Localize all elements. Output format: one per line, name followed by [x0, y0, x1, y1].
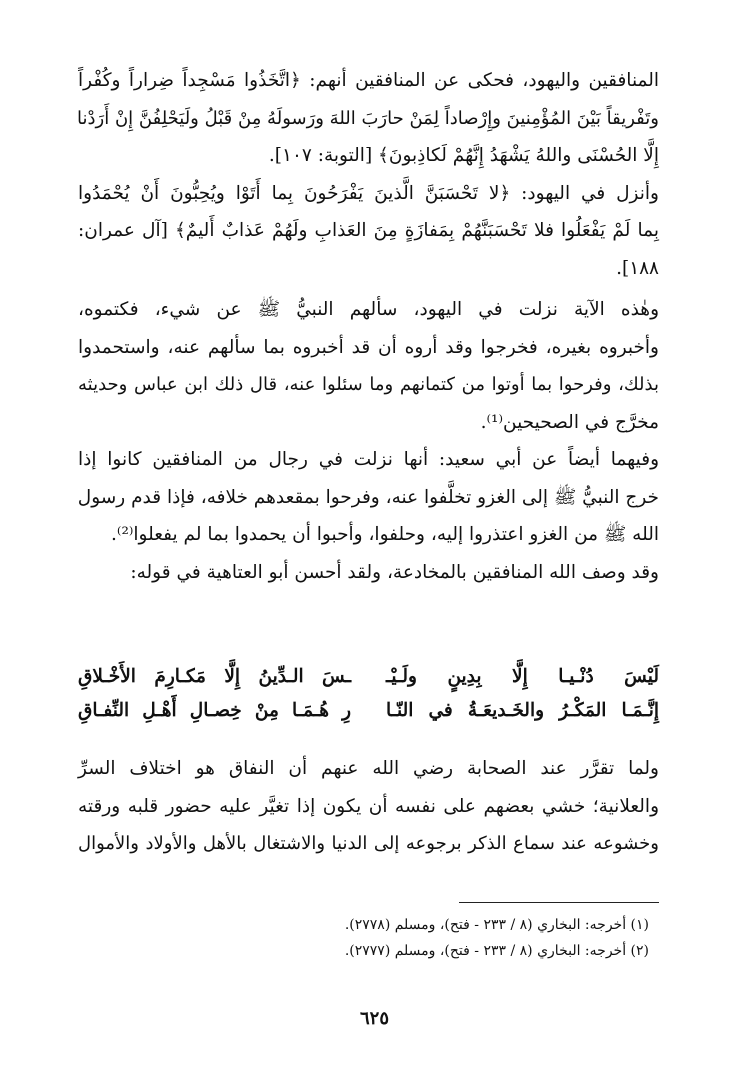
- poem-verse: [78, 694, 659, 728]
- paragraph: [78, 750, 659, 863]
- footnotes: [345, 912, 649, 964]
- footnote: (٢) أخرجه: البخاري (٨ / ٢٣٣ - فتح)، ومسلم (٢٧٧٧).: [344, 943, 649, 959]
- text-line: وخشوعه عند سماع الذكر برجوعه إلى الدنيا والاشتغال بالأهل والأولاد والأموال: [78, 833, 659, 854]
- footnote-divider: [459, 902, 659, 903]
- text-line: وتَفْريقاً بَيْنَ المُؤْمِنينَ وإِرْصاداً لِمَنْ حارَبَ اللهَ ورَسولَهُ مِنْ قَبْلُ ولَيَحْلِفُنَّ إِنْ أَرَدْنا: [77, 107, 659, 129]
- text-line: وأنزل في اليهود: ﴿لا تَحْسَبَنَّ الَّذينَ يَفْرَحُونَ بِما أَتَوْا ويُحِبُّونَ أَنْ يُحْمَدُوا: [78, 182, 659, 204]
- paragraph: [78, 175, 659, 288]
- text-line: الله ﷺ من الغزو اعتذروا إليه، وحلفوا، وأحبوا أن يحمدوا بما لم يفعلوا⁽²⁾.: [111, 524, 659, 545]
- paragraph: [78, 62, 659, 175]
- text-line: وهٰذه الآية نزلت في اليهود، سألهم النبيُّ ﷺ عن شيء، فكتموه،: [78, 299, 659, 320]
- paragraph: [78, 291, 659, 441]
- text-line: مخرَّج في الصحيحين⁽¹⁾.: [480, 411, 659, 433]
- text-line: إِلَّا الحُسْنَى واللهُ يَشْهَدُ إِنَّهُمْ لَكاذِبونَ﴾ [التوبة: ١٠٧].: [268, 145, 659, 166]
- poem: [78, 660, 659, 728]
- paragraph: [78, 441, 659, 554]
- poem-hemistich-first: إِنَّـمَـا المَكْـرُ والخَـديعَـةُ في النّـا: [385, 700, 659, 721]
- text-line: بذلك، وفرحوا بما أوتوا من كتمانهم وما سئلوا عنه، قال ذلك ابن عباس وحديثه: [78, 374, 659, 395]
- footnote: (١) أخرجه: البخاري (٨ / ٢٣٣ - فتح)، ومسلم (٢٧٧٨).: [344, 917, 649, 933]
- text-line: بِما لَمْ يَفْعَلُوا فلا تَحْسَبَنَّهُمْ بِمَفازَةٍ مِنَ العَذابِ ولَهُمْ عَذابٌ أَليمٌ﴾ [آل عمران:: [78, 220, 659, 241]
- poem-verse: [78, 660, 659, 694]
- text-line: ولما تقرَّر عند الصحابة رضي الله عنهم أن النفاق هو اختلاف السرِّ: [78, 758, 659, 779]
- paragraph: [78, 554, 659, 592]
- text-line: المنافقين واليهود، فحكى عن المنافقين أنهم: ﴿اتَّخَذُوا مَسْجِداً ضِراراً وكُفْراً: [78, 70, 659, 91]
- text-line: وأخبروه بغيره، فخرجوا وقد أروه أن قد أخبروه بما سألهم عنه، واستحمدوا: [78, 336, 659, 358]
- text-line: ١٨٨].: [616, 257, 659, 279]
- text-line: وفيهما أيضاً عن أبي سعيد: أنها نزلت في رجال من المنافقين كانوا إذا: [78, 449, 659, 470]
- poem-hemistich-second: ـسَ الـدِّينُ إِلَّا مَكـارِمَ الأَخْـلاقِ: [78, 666, 352, 687]
- page-number: ٦٢٥: [359, 1008, 389, 1029]
- text-line: خرج النبيُّ ﷺ إلى الغزو تخلَّفوا عنه، وفرحوا بمقعدهم خلافه، فإذا قدم رسول: [77, 486, 659, 508]
- poem-hemistich-first: لَيْسَ دُنْـيـا إِلَّا بِدِينٍ ولَـيْـ: [385, 666, 659, 687]
- text-line: والعلانية؛ خشي بعضهم على نفسه أن يكون إذا تغيَّر عليه حضور قلبه ورقته: [78, 795, 659, 817]
- text-line: وقد وصف الله المنافقين بالمخادعة، ولقد أحسن أبو العتاهية في قوله:: [130, 561, 659, 583]
- main-text: [78, 62, 659, 591]
- main-text-continued: [78, 750, 659, 863]
- poem-hemistich-second: رِ هُـمَـا مِنْ خِصـالِ أَهْـلِ النِّفـاقِ: [78, 700, 352, 721]
